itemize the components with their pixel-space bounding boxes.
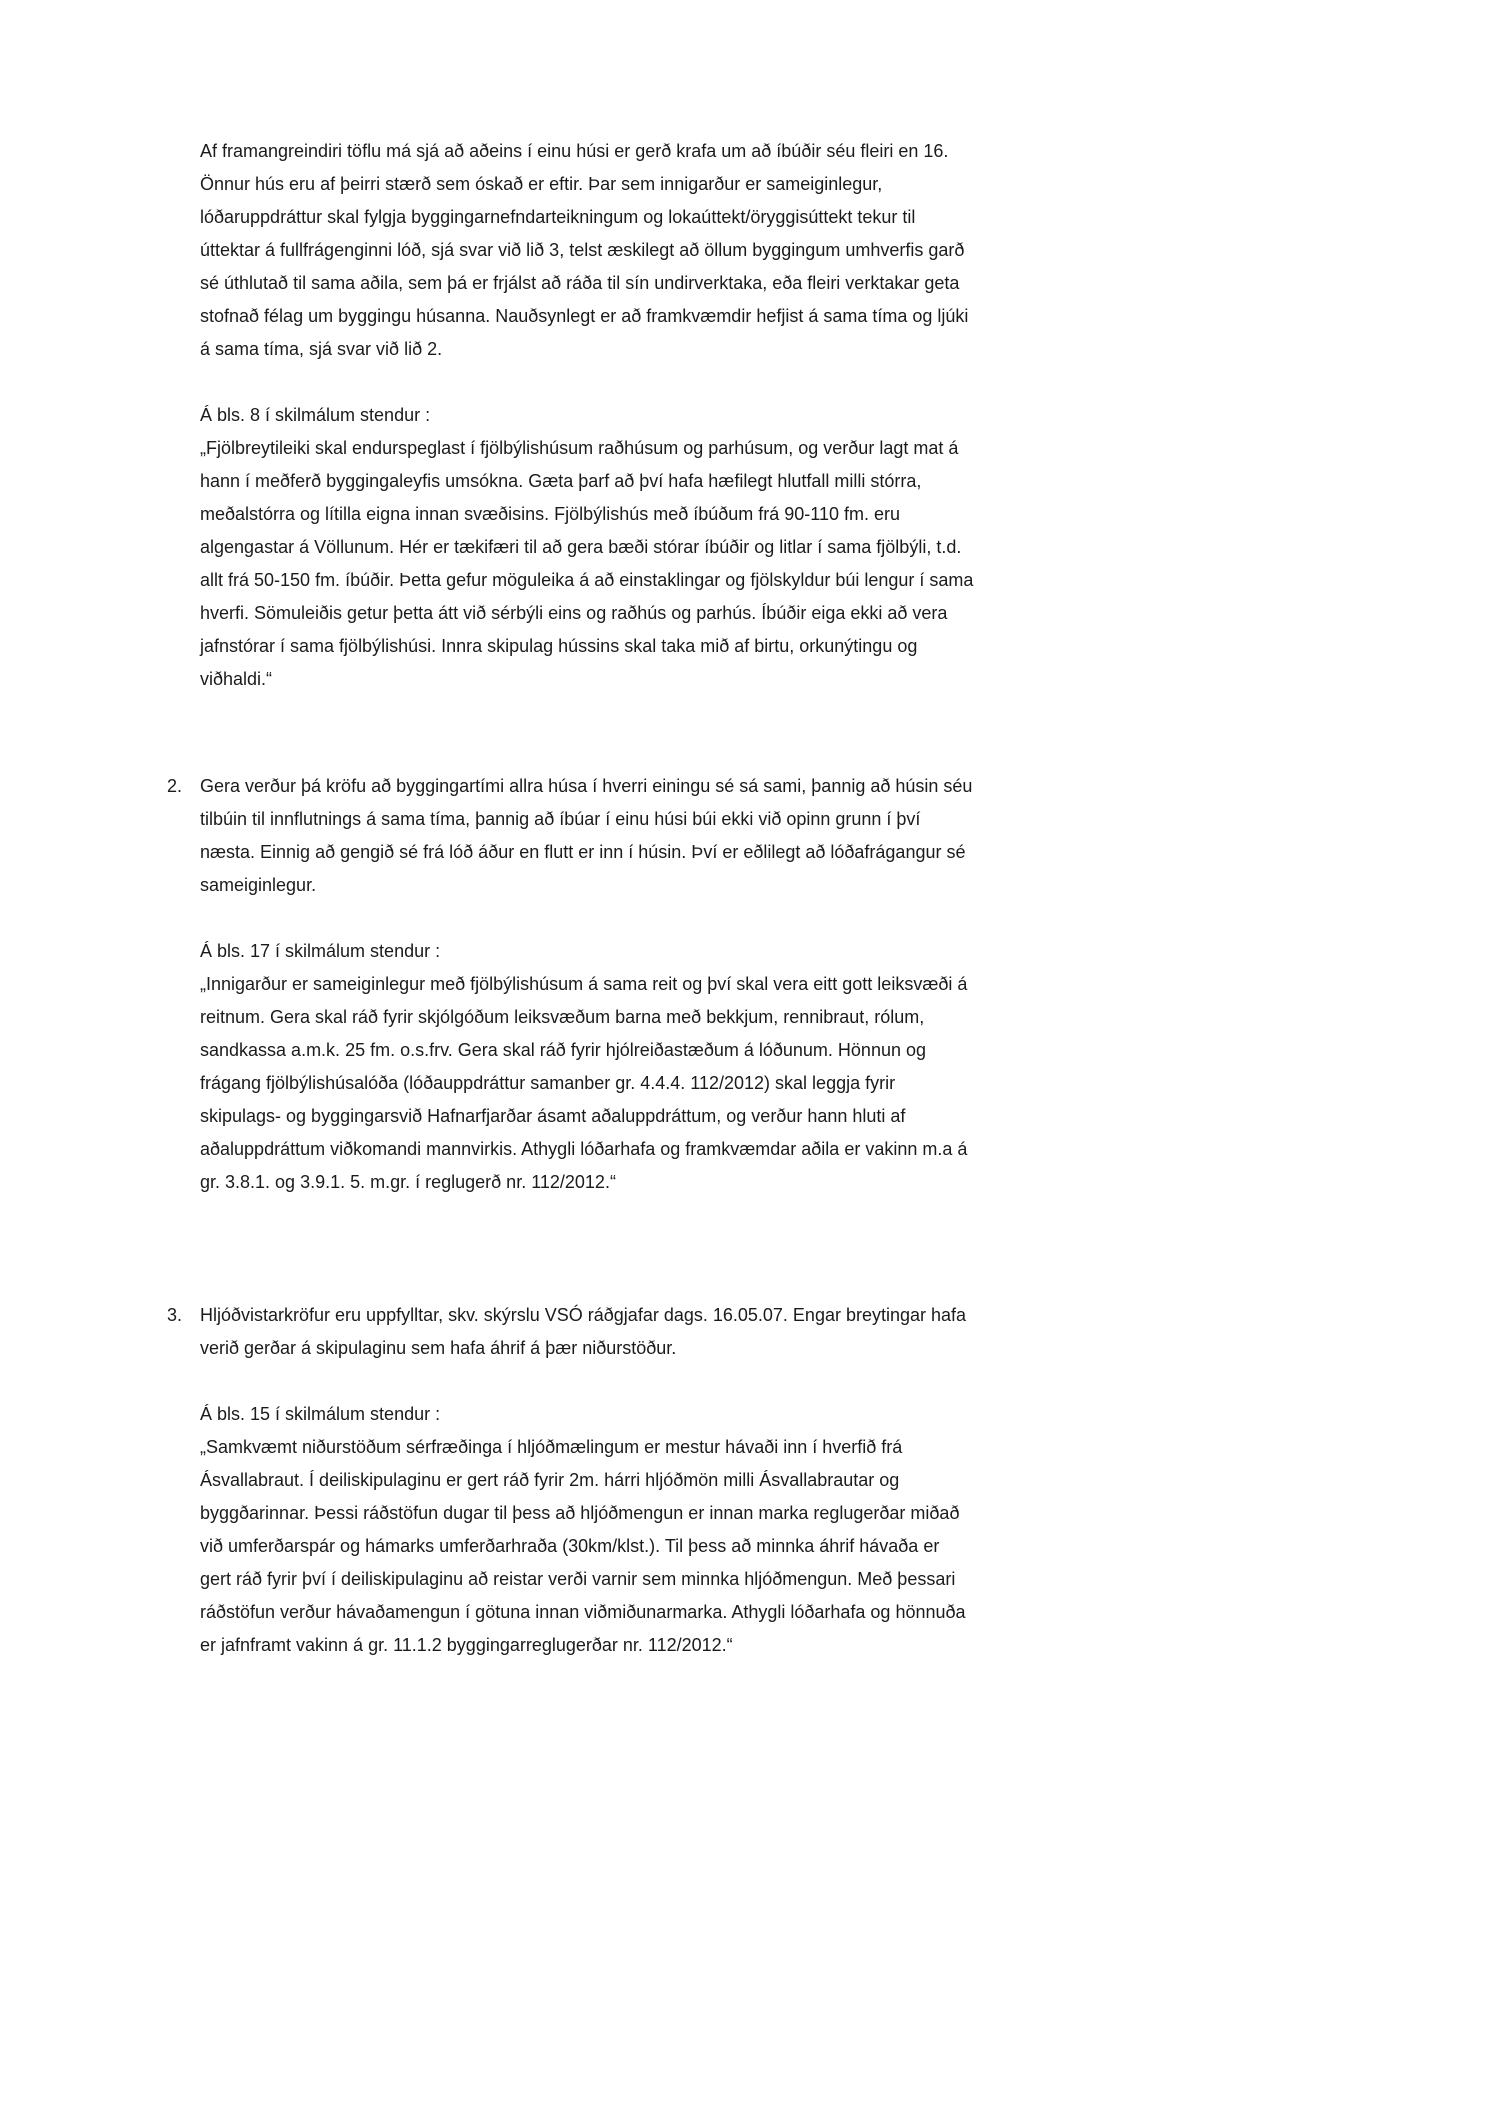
item-2-paragraph: Gera verður þá kröfu að byggingartími allra húsa í hverri einingu sé sá sami, þannig að húsin séu tilbúin til innflutnings á sama tíma, þannig að íbúar í einu húsi búi ekki við opinn grunn í því næsta. Einnig að gengið sé frá lóð áður en flutt er inn í húsin. Því er eðlilegt að lóðafrágangur sé sameiginlegur. — [200, 776, 973, 895]
numbered-item-3 — [167, 1299, 975, 1662]
numbered-item-2 — [167, 770, 975, 1199]
quote-paragraph-bls15: „Samkvæmt niðurstöðum sérfræðinga í hljóðmælingum er mestur hávaði inn í hverfið frá Ásvallabraut. Í deiliskipulaginu er gert ráð fyrir 2m. hárri hljóðmön milli Ásvallabrautar og byggðarinnar. Þessi ráðstöfun dugar til þess að hljóðmengun er innan marka reglugerðar miðað við umferðarspár og hámarks umferðarhraða (30km/klst.). Til þess að minnka áhrif hávaða er gert ráð fyrir því í deiliskipulaginu að reistar verði varnir sem minnka hljóðmengun. Með þessari ráðstöfun verður hávaðamengun í götuna innan viðmiðunarmarka. Athygli lóðarhafa og hönnuða er jafnframt vakinn á gr. 11.1.2 byggingarreglugerðar nr. 112/2012.“ — [200, 1437, 966, 1655]
reference-line-bls8: Á bls. 8 í skilmálum stendur : — [200, 405, 431, 425]
item-2-number: 2. — [167, 776, 183, 796]
quote-paragraph-bls17: „Innigarður er sameiginlegur með fjölbýlishúsum á sama reit og því skal vera eitt gott leiksvæði á reitnum. Gera skal ráð fyrir skjólgóðum leiksvæðum barna með bekkjum, rennibraut, rólum, sandkassa a.m.k. 25 fm. o.s.frv. Gera skal ráð fyrir hjólreiðastæðum á lóðunum. Hönnun og frágang fjölbýlishúsalóða (lóðauppdráttur samanber gr. 4.4.4. 112/2012) skal leggja fyrir skipulags- og byggingarsvið Hafnarfjarðar ásamt aðaluppdráttum, og verður hann hluti af aðaluppdráttum viðkomandi mannvirkis. Athygli lóðarhafa og framkvæmdar aðila er vakinn m.a á gr. 3.8.1. og 3.9.1. 5. m.gr. í reglugerð nr. 112/2012.“ — [200, 974, 968, 1192]
document-body — [167, 135, 975, 1662]
quote-paragraph-bls8: „Fjölbreytileiki skal endurspeglast í fjölbýlishúsum raðhúsum og parhúsum, og verður lagt mat á hann í meðferð byggingaleyfis umsókna. Gæta þarf að því hafa hæfilegt hlutfall milli stórra, meðalstórra og lítilla eigna innan svæðisins. Fjölbýlishús með íbúðum frá 90-110 fm. eru algengastar á Völlunum. Hér er tækifæri til að gera bæði stórar íbúðir og litlar í sama fjölbýli, t.d. allt frá 50-150 fm. íbúðir. Þetta gefur möguleika á að einstaklingar og fjölskyldur búi lengur í sama hverfi. Sömuleiðis getur þetta átt við sérbýli eins og raðhús og parhús. Íbúðir eiga ekki að vera jafnstórar í sama fjölbýlishúsi. Innra skipulag hússins skal taka mið af birtu, orkunýtingu og viðhaldi.“ — [200, 438, 974, 689]
reference-line-bls15: Á bls. 15 í skilmálum stendur : — [200, 1404, 441, 1424]
item-3-paragraph: Hljóðvistarkröfur eru uppfylltar, skv. skýrslu VSÓ ráðgjafar dags. 16.05.07. Engar breytingar hafa verið gerðar á skipulaginu sem hafa áhrif á þær niðurstöður. — [200, 1305, 967, 1358]
reference-line-bls17: Á bls. 17 í skilmálum stendur : — [200, 941, 441, 961]
item-2-body — [200, 770, 975, 1199]
item-3-body — [200, 1299, 975, 1662]
intro-paragraph: Af framangreindiri töflu má sjá að aðeins í einu húsi er gerð krafa um að íbúðir séu fleiri en 16. Önnur hús eru af þeirri stærð sem óskað er eftir. Þar sem innigarður er sameiginlegur, lóðaruppdráttur skal fylgja byggingarnefndarteikningum og lokaúttekt/öryggisúttekt tekur til úttektar á fullfrágenginni lóð, sjá svar við lið 3, telst æskilegt að öllum byggingum umhverfis garð sé úthlutað til sama aðila, sem þá er frjálst að ráða til sín undirverktaka, eða fleiri verktakar geta stofnað félag um byggingu húsanna. Nauðsynlegt er að framkvæmdir hefjist á sama tíma og ljúki á sama tíma, sjá svar við lið 2. — [200, 141, 969, 359]
item-3-number: 3. — [167, 1305, 183, 1325]
